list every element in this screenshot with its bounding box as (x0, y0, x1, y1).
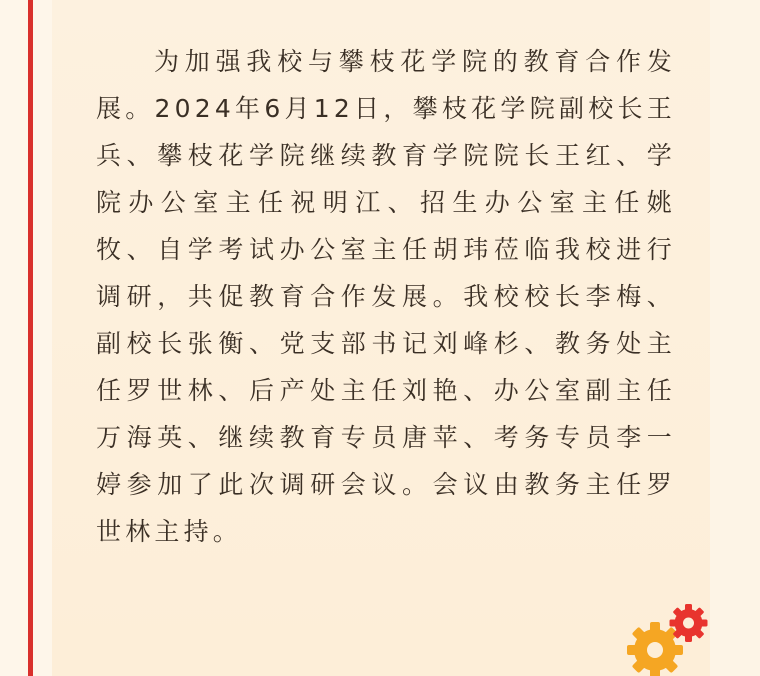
right-margin (710, 0, 760, 676)
gear-icon-red (670, 604, 708, 642)
article-paragraph: 为加强我校与攀枝花学院的教育合作发展。2024年6月12日，攀枝花学院副校长王兵、攀枝花学院继续教育学院院长王红、学院办公室主任祝明江、招生办公室主任姚牧、自学考试办公室主任胡玮莅临我校进行调研，共促教育合作发展。我校校长李梅、副校长张衡、党支部书记刘峰杉、教务处主任罗世林、后产处主任刘艳、办公室副主任万海英、继续教育专员唐苹、考务专员李一婷参加了此次调研会议。会议由教务主任罗世林主持。 (96, 47, 676, 546)
left-accent-rule (28, 0, 33, 676)
gears-decoration (620, 596, 720, 676)
gear-icon-orange (627, 622, 683, 676)
